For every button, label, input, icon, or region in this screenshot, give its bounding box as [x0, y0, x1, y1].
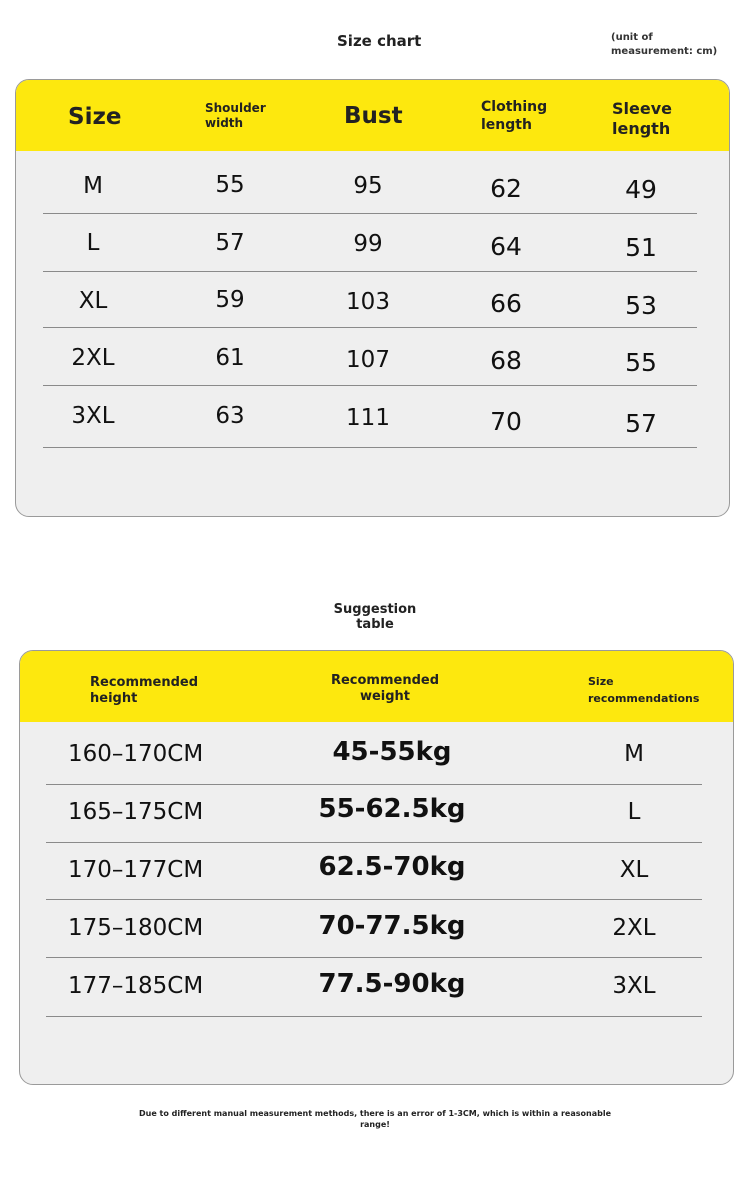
header-sleeve-line2: length	[612, 119, 671, 138]
cell-size: M	[624, 741, 644, 767]
header-sleeve-length	[612, 99, 672, 139]
cell-weight: 62.5-70kg	[318, 852, 466, 882]
unit-note-line1: (unit of	[611, 32, 653, 43]
cell-clothing: 62	[490, 174, 522, 203]
cell-size: 3XL	[612, 973, 656, 999]
suggestion-table-title	[316, 602, 434, 632]
header-clothing-length	[481, 99, 547, 134]
header-bust: Bust	[344, 103, 403, 129]
cell-bust: 111	[346, 405, 390, 431]
cell-height: 160–170CM	[68, 741, 204, 767]
size-chart-title: Size chart	[337, 32, 422, 50]
unit-note-line2: measurement: cm)	[611, 46, 718, 57]
header-size-line1: Size	[588, 675, 614, 688]
cell-weight: 55-62.5kg	[318, 794, 466, 824]
cell-sleeve: 49	[625, 175, 657, 204]
cell-bust: 99	[353, 231, 383, 257]
header-shoulder	[205, 101, 266, 131]
footnote	[110, 1108, 640, 1130]
row-divider	[46, 899, 702, 900]
row-divider	[43, 271, 697, 272]
cell-clothing: 64	[490, 232, 522, 261]
cell-size: XL	[78, 288, 108, 314]
header-height-line2: height	[90, 691, 138, 707]
cell-shoulder: 57	[215, 230, 245, 256]
header-weight-line1: Recommended	[330, 673, 440, 688]
row-divider	[43, 385, 697, 386]
row-divider	[46, 842, 702, 843]
row-divider	[46, 957, 702, 958]
suggestion-title-line1: Suggestion	[333, 602, 417, 617]
row-divider	[43, 213, 697, 214]
header-weight-line2: weight	[359, 689, 411, 705]
cell-clothing: 66	[490, 289, 522, 318]
cell-size: L	[86, 230, 100, 256]
cell-height: 175–180CM	[68, 915, 204, 941]
unit-note	[611, 31, 717, 59]
cell-bust: 107	[346, 347, 390, 373]
cell-shoulder: 55	[215, 172, 245, 198]
cell-weight: 77.5-90kg	[318, 969, 466, 999]
header-sleeve-line1: Sleeve	[612, 99, 672, 118]
cell-sleeve: 53	[625, 291, 657, 320]
cell-shoulder: 63	[215, 403, 245, 429]
row-divider	[46, 1016, 702, 1017]
suggestion-card	[19, 650, 734, 1085]
cell-shoulder: 59	[215, 287, 245, 313]
header-recommended-weight	[325, 673, 445, 706]
size-chart-card	[15, 79, 730, 517]
suggestion-title-line2: table	[356, 617, 394, 632]
row-divider	[43, 327, 697, 328]
cell-clothing: 68	[490, 346, 522, 375]
suggestion-header	[20, 651, 733, 722]
footnote-line2: range!	[360, 1120, 390, 1129]
cell-size: M	[83, 173, 103, 199]
header-size-line2: recommendations	[588, 692, 700, 705]
footnote-line1: Due to different manual measurement methods, there is an error of 1-3CM, which is within a reasonable	[139, 1109, 611, 1118]
cell-size: XL	[619, 857, 649, 883]
cell-weight: 70-77.5kg	[318, 911, 466, 941]
cell-sleeve: 51	[625, 233, 657, 262]
header-clothing-line2: length	[481, 116, 532, 133]
header-shoulder-line1: Shoulder	[205, 101, 266, 115]
size-chart-header	[16, 80, 729, 151]
cell-size: 2XL	[71, 345, 115, 371]
cell-height: 177–185CM	[68, 973, 204, 999]
row-divider	[43, 447, 697, 448]
cell-sleeve: 55	[625, 348, 657, 377]
row-divider	[46, 784, 702, 785]
header-recommended-height	[90, 675, 198, 708]
header-shoulder-line2: width	[205, 116, 244, 130]
cell-height: 165–175CM	[68, 799, 204, 825]
cell-clothing: 70	[490, 407, 522, 436]
cell-bust: 95	[353, 173, 383, 199]
cell-shoulder: 61	[215, 345, 245, 371]
cell-bust: 103	[346, 289, 390, 315]
cell-weight: 45-55kg	[332, 737, 452, 767]
header-size-recommendations	[588, 673, 699, 707]
cell-size: 2XL	[612, 915, 656, 941]
header-height-line1: Recommended	[90, 675, 199, 690]
header-clothing-line1: Clothing	[481, 99, 548, 115]
header-size: Size	[68, 104, 122, 130]
cell-height: 170–177CM	[68, 857, 204, 883]
cell-sleeve: 57	[625, 409, 657, 438]
cell-size: 3XL	[71, 403, 115, 429]
cell-size: L	[627, 799, 641, 825]
